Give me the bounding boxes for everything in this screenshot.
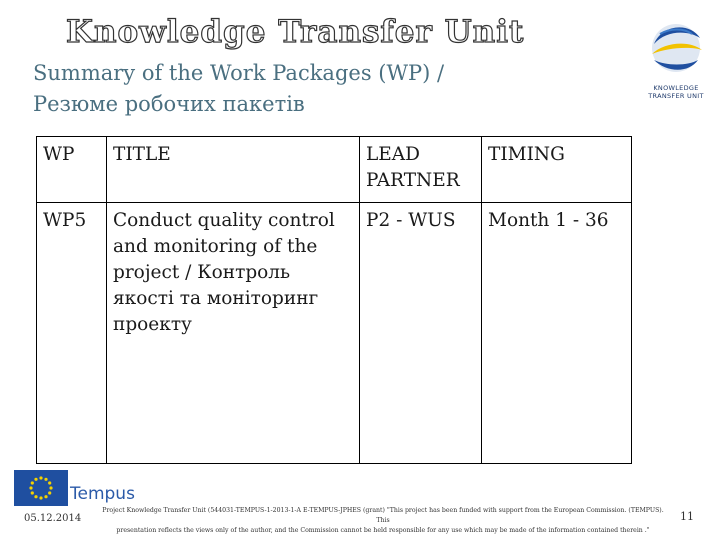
table-row xyxy=(37,203,632,464)
globe-logo-icon xyxy=(640,14,712,84)
logo-text xyxy=(640,84,712,100)
page-number: 11 xyxy=(680,510,694,523)
footnote-line2: presentation reflects the views only of the author, and the Commission cannot be held responsible for any use which may be made of the information contained therein ." xyxy=(116,527,650,534)
eu-flag-icon xyxy=(14,470,68,506)
unit-title: Knowledge Transfer Unit xyxy=(66,14,525,50)
work-packages-table xyxy=(36,136,632,464)
heading-ukrainian: Резюме робочих пакетів xyxy=(33,92,305,116)
cell-title: Conduct quality control and monitoring of the project / Контроль якості та моніторинг проекту xyxy=(107,203,360,464)
slide-heading xyxy=(33,58,593,120)
funding-footnote xyxy=(98,506,668,536)
knowledge-transfer-unit-logo xyxy=(640,14,712,106)
logo-text-line2: TRANSFER UNIT xyxy=(648,92,704,100)
heading-english: Summary of the Work Packages (WP) / xyxy=(33,61,445,85)
footnote-line1: Project Knowledge Transfer Unit (544031-TEMPUS-1-2013-1-A E-TEMPUS-JPHES (grant) "This project has been funded with support from the European Commission. (TEMPUS). This xyxy=(102,507,664,524)
header-timing: TIMING xyxy=(482,137,632,203)
table-header-row xyxy=(37,137,632,203)
logo-text-line1: KNOWLEDGE xyxy=(653,84,699,92)
cell-wp: WP5 xyxy=(37,203,107,464)
cell-lead-partner: P2 - WUS xyxy=(360,203,482,464)
slide-date: 05.12.2014 xyxy=(24,513,82,524)
header-lead-partner: LEAD PARTNER xyxy=(360,137,482,203)
header-title: TITLE xyxy=(107,137,360,203)
tempus-logo-text: Tempus xyxy=(70,484,135,504)
header-wp: WP xyxy=(37,137,107,203)
cell-timing: Month 1 - 36 xyxy=(482,203,632,464)
